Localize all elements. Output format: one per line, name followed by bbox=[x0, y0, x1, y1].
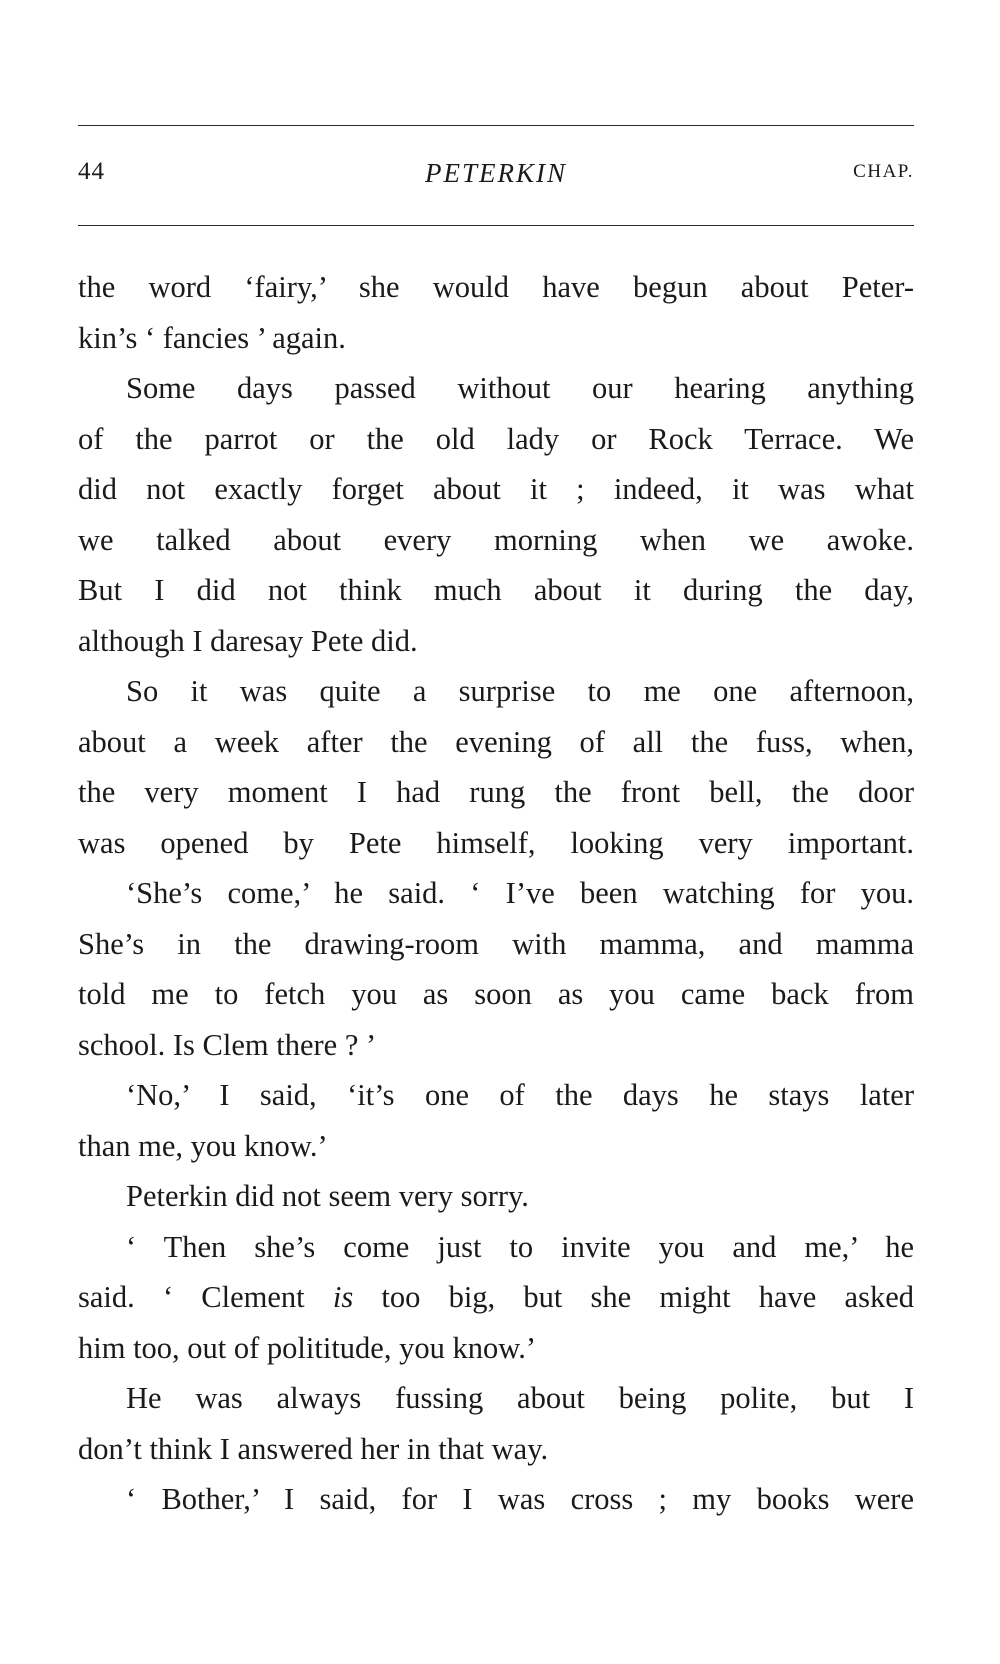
text-line: was opened by Pete himself, looking very important. bbox=[78, 825, 914, 860]
text-line: ‘She’s come,’ he said. ‘ I’ve been watching for you. bbox=[126, 876, 914, 910]
text-line: Peterkin did not seem very sorry. bbox=[126, 1179, 529, 1213]
text-line: ‘No,’ I said, ‘it’s one of the days he stays later bbox=[126, 1078, 914, 1112]
text-line: the word ‘fairy,’ she would have begun about Peter- bbox=[78, 270, 914, 304]
text-line: ‘ Then she’s come just to invite you and me,’ he bbox=[126, 1229, 914, 1264]
page-number: 44 bbox=[78, 158, 105, 185]
body-text bbox=[78, 262, 914, 1525]
text-line: than me, you know.’ bbox=[78, 1128, 328, 1163]
text-line: him too, out of polititude, you know.’ bbox=[78, 1330, 537, 1365]
chapter-label: CHAP. bbox=[853, 161, 914, 182]
text-line: did not exactly forget about it ; indeed, it was what bbox=[78, 472, 914, 506]
text-line: So it was quite a surprise to me one afternoon, bbox=[126, 674, 914, 708]
text-line bbox=[78, 1272, 914, 1323]
header-rule-bottom bbox=[78, 225, 914, 226]
text-line: told me to fetch you as soon as you came back from bbox=[78, 977, 914, 1011]
text-line: She’s in the drawing-room with mamma, and mamma bbox=[78, 926, 914, 961]
text-line: ‘ Bother,’ I said, for I was cross ; my books were bbox=[126, 1482, 914, 1516]
text-line: about a week after the evening of all the fuss, when, bbox=[78, 724, 914, 759]
text-line: He was always fussing about being polite, but I bbox=[126, 1381, 914, 1415]
text-line: don’t think I answered her in that way. bbox=[78, 1431, 549, 1466]
italic-emphasis: is bbox=[332, 1280, 354, 1314]
text-line: of the parrot or the old lady or Rock Terrace. We bbox=[78, 421, 914, 456]
text-line: we talked about every morning when we awoke. bbox=[78, 522, 914, 557]
running-title: PETERKIN bbox=[425, 158, 567, 188]
text-line: although I daresay Pete did. bbox=[78, 623, 418, 658]
text-line: Some days passed without our hearing anything bbox=[126, 371, 914, 405]
header-rule-top bbox=[78, 125, 914, 126]
text-line: kin’s ‘ fancies ’ again. bbox=[78, 320, 346, 355]
text-line: But I did not think much about it during the day, bbox=[78, 573, 914, 607]
text-segment: said. ‘ Clement bbox=[78, 1280, 333, 1314]
text-line: the very moment I had rung the front bell, the door bbox=[78, 775, 914, 809]
text-line: school. Is Clem there ? ’ bbox=[78, 1027, 377, 1062]
running-header bbox=[78, 158, 914, 198]
text-segment: too big, but she might have asked bbox=[353, 1280, 914, 1314]
